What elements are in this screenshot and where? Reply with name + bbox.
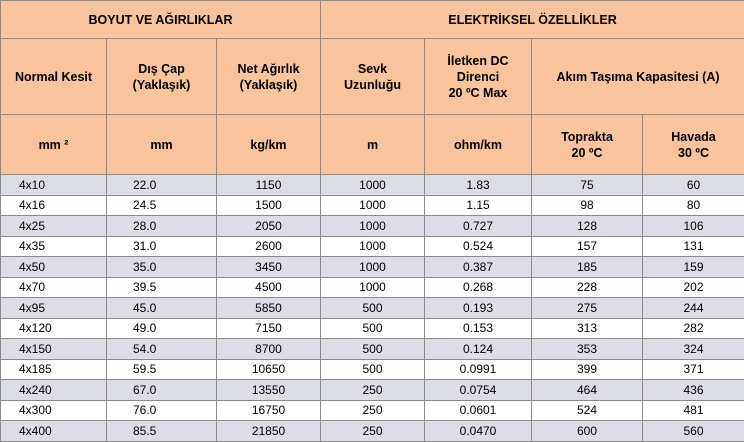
cell-sevk: 500 — [321, 359, 425, 380]
cell-hava: 159 — [643, 257, 744, 278]
cell-hava: 324 — [643, 339, 744, 360]
cell-toprak: 524 — [532, 400, 643, 421]
cell-hava: 244 — [643, 298, 744, 319]
cell-direnc: 1.83 — [425, 175, 532, 196]
cell-kesit: 4x35 — [1, 236, 107, 257]
cell-kesit: 4x70 — [1, 277, 107, 298]
cell-kesit: 4x185 — [1, 359, 107, 380]
cell-toprak: 600 — [532, 421, 643, 442]
cell-sevk: 250 — [321, 421, 425, 442]
cell-hava: 282 — [643, 318, 744, 339]
cell-hava: 106 — [643, 216, 744, 237]
cell-sevk: 250 — [321, 400, 425, 421]
cell-agirlik: 10650 — [217, 359, 321, 380]
cell-sevk: 500 — [321, 298, 425, 319]
cell-kesit: 4x10 — [1, 175, 107, 196]
table-row — [1, 421, 744, 442]
group-header-electrical: ELEKTRİKSEL ÖZELLİKLER — [321, 1, 744, 39]
header-text: Normal Kesit — [15, 70, 92, 84]
header-text: (Yaklaşık) — [133, 78, 191, 92]
cell-direnc: 0.0991 — [425, 359, 532, 380]
cell-direnc: 1.15 — [425, 195, 532, 216]
cell-agirlik: 3450 — [217, 257, 321, 278]
unit-direnc: ohm/km — [425, 115, 532, 175]
unit-cap: mm — [107, 115, 217, 175]
cell-cap: 67.0 — [107, 380, 217, 401]
cell-sevk: 500 — [321, 339, 425, 360]
cell-direnc: 0.387 — [425, 257, 532, 278]
cell-toprak: 128 — [532, 216, 643, 237]
cell-cap: 39.5 — [107, 277, 217, 298]
cell-kesit: 4x240 — [1, 380, 107, 401]
cell-direnc: 0.124 — [425, 339, 532, 360]
header-text: İletken DC — [447, 54, 508, 68]
cell-kesit: 4x120 — [1, 318, 107, 339]
cell-toprak: 185 — [532, 257, 643, 278]
header-text: Uzunluğu — [344, 78, 401, 92]
cell-cap: 28.0 — [107, 216, 217, 237]
header-text: 20 ºC — [572, 146, 603, 160]
cell-direnc: 0.0601 — [425, 400, 532, 421]
col-header-dis-cap — [107, 39, 217, 115]
cell-cap: 31.0 — [107, 236, 217, 257]
cell-sevk: 500 — [321, 318, 425, 339]
cell-direnc: 0.524 — [425, 236, 532, 257]
cell-kesit: 4x25 — [1, 216, 107, 237]
table-row — [1, 400, 744, 421]
cell-sevk: 1000 — [321, 195, 425, 216]
header-text: Sevk — [358, 62, 387, 76]
cell-direnc: 0.0754 — [425, 380, 532, 401]
col-header-sevk — [321, 39, 425, 115]
cell-toprak: 399 — [532, 359, 643, 380]
header-text: Net Ağırlık — [237, 62, 299, 76]
col-header-havada — [643, 115, 744, 175]
cell-agirlik: 13550 — [217, 380, 321, 401]
cell-direnc: 0.727 — [425, 216, 532, 237]
cell-cap: 22.0 — [107, 175, 217, 196]
cell-cap: 85.5 — [107, 421, 217, 442]
cell-toprak: 275 — [532, 298, 643, 319]
table-row — [1, 339, 744, 360]
cell-cap: 76.0 — [107, 400, 217, 421]
cell-toprak: 157 — [532, 236, 643, 257]
cell-direnc: 0.0470 — [425, 421, 532, 442]
cell-sevk: 1000 — [321, 277, 425, 298]
cell-agirlik: 2600 — [217, 236, 321, 257]
cell-sevk: 1000 — [321, 216, 425, 237]
cell-direnc: 0.153 — [425, 318, 532, 339]
cell-agirlik: 8700 — [217, 339, 321, 360]
cell-agirlik: 16750 — [217, 400, 321, 421]
table-row — [1, 236, 744, 257]
header-text: Dış Çap — [138, 62, 185, 76]
cell-agirlik: 4500 — [217, 277, 321, 298]
cell-agirlik: 1500 — [217, 195, 321, 216]
cell-kesit: 4x95 — [1, 298, 107, 319]
cell-kesit: 4x150 — [1, 339, 107, 360]
table-row — [1, 216, 744, 237]
cell-hava: 371 — [643, 359, 744, 380]
col-header-normal-kesit — [1, 39, 107, 115]
cell-toprak: 98 — [532, 195, 643, 216]
cell-toprak: 464 — [532, 380, 643, 401]
cell-sevk: 250 — [321, 380, 425, 401]
cell-sevk: 1000 — [321, 257, 425, 278]
cell-toprak: 75 — [532, 175, 643, 196]
header-text: Toprakta — [561, 130, 613, 144]
unit-sevk: m — [321, 115, 425, 175]
col-header-akim: Akım Taşıma Kapasitesi (A) — [532, 39, 744, 115]
cell-toprak: 353 — [532, 339, 643, 360]
cell-direnc: 0.268 — [425, 277, 532, 298]
cell-kesit: 4x16 — [1, 195, 107, 216]
cell-sevk: 1000 — [321, 236, 425, 257]
cell-hava: 481 — [643, 400, 744, 421]
cell-hava: 560 — [643, 421, 744, 442]
header-text: 20 ºC Max — [449, 86, 508, 100]
cell-hava: 80 — [643, 195, 744, 216]
cell-hava: 202 — [643, 277, 744, 298]
cell-cap: 45.0 — [107, 298, 217, 319]
table-row — [1, 175, 744, 196]
cell-kesit: 4x400 — [1, 421, 107, 442]
cell-cap: 49.0 — [107, 318, 217, 339]
header-text: Havada — [671, 130, 715, 144]
cell-cap: 59.5 — [107, 359, 217, 380]
table-row — [1, 318, 744, 339]
table-row — [1, 298, 744, 319]
col-header-iletken — [425, 39, 532, 115]
cell-cap: 54.0 — [107, 339, 217, 360]
table-row — [1, 359, 744, 380]
cell-agirlik: 1150 — [217, 175, 321, 196]
table-row — [1, 195, 744, 216]
table-row — [1, 277, 744, 298]
cell-cap: 35.0 — [107, 257, 217, 278]
cell-hava: 436 — [643, 380, 744, 401]
table-row — [1, 380, 744, 401]
cell-agirlik: 21850 — [217, 421, 321, 442]
cell-kesit: 4x300 — [1, 400, 107, 421]
cell-sevk: 1000 — [321, 175, 425, 196]
cell-hava: 131 — [643, 236, 744, 257]
cell-agirlik: 5850 — [217, 298, 321, 319]
cell-kesit: 4x50 — [1, 257, 107, 278]
col-header-net-agirlik — [217, 39, 321, 115]
header-text: Direnci — [457, 70, 499, 84]
header-text: (Yaklaşık) — [240, 78, 298, 92]
table-body — [1, 175, 744, 442]
cell-agirlik: 7150 — [217, 318, 321, 339]
table-row — [1, 257, 744, 278]
unit-kesit: mm ² — [1, 115, 107, 175]
cell-cap: 24.5 — [107, 195, 217, 216]
group-header-dimensions: BOYUT VE AĞIRLIKLAR — [1, 1, 321, 39]
col-header-toprakta — [532, 115, 643, 175]
cell-direnc: 0.193 — [425, 298, 532, 319]
cell-agirlik: 2050 — [217, 216, 321, 237]
cell-toprak: 228 — [532, 277, 643, 298]
cell-hava: 60 — [643, 175, 744, 196]
header-text: 30 ºC — [678, 146, 709, 160]
cell-toprak: 313 — [532, 318, 643, 339]
unit-agirlik: kg/km — [217, 115, 321, 175]
